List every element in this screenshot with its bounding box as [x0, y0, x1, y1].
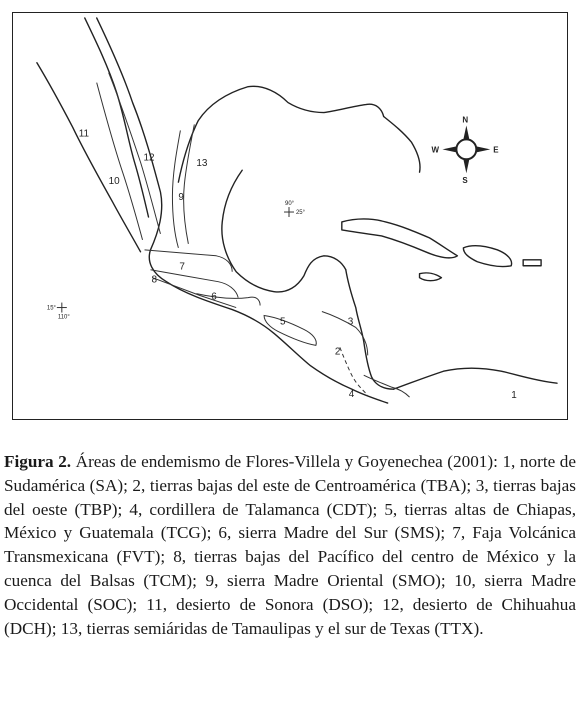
yucatan-caribbean — [346, 270, 394, 389]
pacific-lon-label: 110° — [57, 314, 70, 321]
area-label-4: 4 — [348, 389, 355, 401]
endemism-map — [13, 13, 567, 419]
baja-peninsula-outline — [37, 63, 141, 252]
boundary-3 — [322, 312, 368, 356]
compass-east-label: E — [493, 145, 499, 155]
pacific-lat-label: 15° — [46, 305, 56, 312]
cuba-outline — [342, 219, 458, 258]
jamaica-outline — [420, 273, 442, 281]
figure-label: Figura 2. — [4, 452, 72, 471]
florida-outline — [384, 116, 420, 172]
figure-map-frame — [12, 12, 568, 420]
area-label-12: 12 — [143, 152, 155, 164]
area-label-6: 6 — [211, 291, 217, 303]
south-america-coast — [394, 368, 557, 389]
boundary-8 — [152, 278, 236, 308]
pacific-coord-marker — [47, 303, 70, 321]
boundary-fvt-top — [145, 250, 233, 272]
area-label-3: 3 — [347, 316, 354, 328]
mainland-west-coast — [97, 18, 388, 403]
area-label-2: 2 — [334, 346, 341, 358]
boundary-12-9 — [172, 130, 180, 247]
area-label-11: 11 — [78, 128, 90, 140]
compass-west-label: W — [431, 145, 440, 155]
hispaniola-outline — [463, 246, 511, 267]
area-label-10: 10 — [108, 176, 120, 188]
puerto-rico-outline — [523, 260, 541, 266]
area-label-8: 8 — [151, 274, 158, 286]
caption-text: Áreas de endemismo de Flores-Villela y Goyenechea (2001): 1, norte de Sudamérica (SA); 2, tierras bajas del este de Centroamérica (TBA); 3, tierras bajas del oeste (TBP); 4, cordillera de Talamanca (CDT); 5, tierras altas de Chiapas, México y Guatemala (TCG); 6, sierra Madre del Sur (SMS); 7, Faja Volcánica Transmexicana (FVT); 8, tierras bajas del Pacífico del centro de México y la cuenca del Balsas (TCM); 9, sierra Madre Oriental (SMO); 10, sierra Madre Occidental (SOC); 11, desierto de Sonora (DSO); 12, desierto de Chihuahua (DCH); 13, tierras semiáridas de Tamaulipas y el sur de Texas (TTX). — [4, 452, 577, 638]
gulf-coord-marker — [284, 201, 306, 217]
gulf-lat-label: 25° — [295, 210, 306, 217]
compass-south-label: S — [462, 176, 468, 186]
area-label-13: 13 — [196, 158, 208, 170]
area-label-1: 1 — [511, 390, 517, 402]
boundary-2 — [340, 347, 368, 395]
gulf-coast — [178, 86, 383, 182]
boundary-5 — [264, 316, 316, 346]
figure-caption — [4, 450, 576, 640]
compass-north-label: N — [462, 115, 469, 125]
area-label-7: 7 — [179, 261, 185, 273]
area-label-5: 5 — [280, 316, 286, 328]
boundary-11-10 — [97, 83, 143, 240]
compass-rose-icon — [431, 115, 498, 185]
gulf-lon-label: 90° — [285, 201, 295, 208]
boundary-6 — [196, 291, 260, 306]
gulf-coast-mexico — [222, 170, 346, 292]
area-label-9: 9 — [178, 192, 184, 204]
